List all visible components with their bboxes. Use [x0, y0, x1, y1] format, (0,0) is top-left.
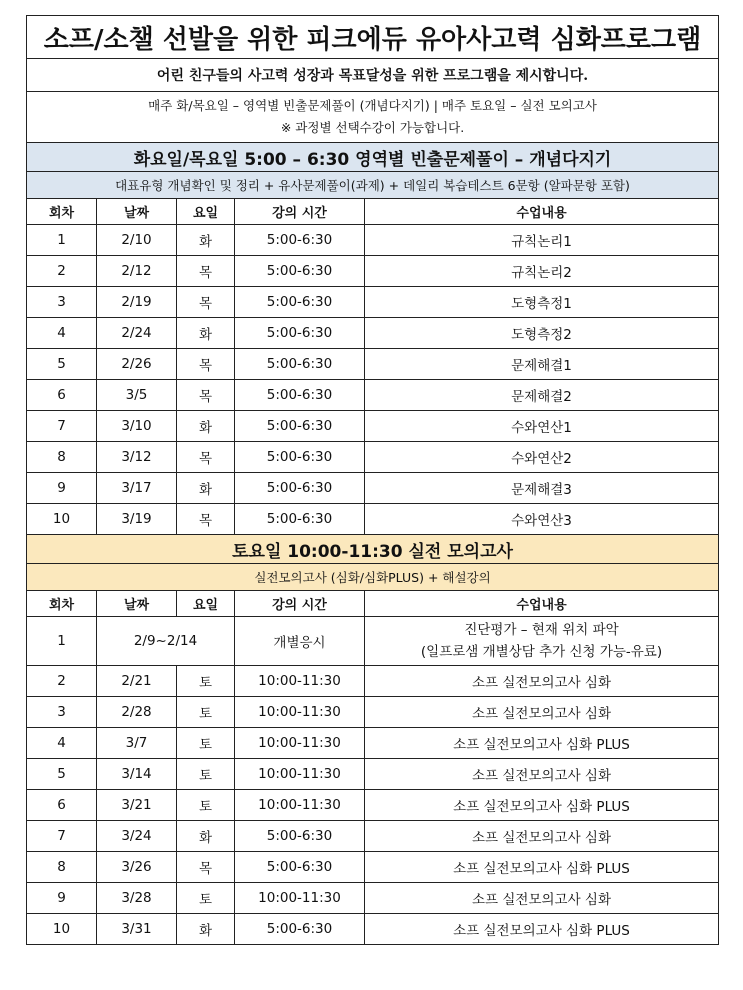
- cell-date: 3/21: [97, 790, 177, 821]
- cell-day: 토: [177, 883, 235, 914]
- section2-header-row: [27, 591, 719, 617]
- cell-time: 5:00-6:30: [235, 442, 365, 473]
- cell-time: 5:00-6:30: [235, 411, 365, 442]
- cell-day: 토: [177, 790, 235, 821]
- cell-content: 소프 실전모의고사 심화 PLUS: [365, 728, 719, 759]
- page-title: 소프/소챌 선발을 위한 피크에듀 유아사고력 심화프로그램: [27, 16, 719, 59]
- cell-round: 9: [27, 883, 97, 914]
- cell-content: 소프 실전모의고사 심화 PLUS: [365, 852, 719, 883]
- cell-round: 7: [27, 821, 97, 852]
- cell-date: 2/21: [97, 666, 177, 697]
- cell-date: 3/10: [97, 411, 177, 442]
- cell-time: 5:00-6:30: [235, 287, 365, 318]
- cell-day: 목: [177, 380, 235, 411]
- cell-date: 3/19: [97, 504, 177, 535]
- cell-round: 4: [27, 318, 97, 349]
- table-row: [27, 225, 719, 256]
- cell-day: 화: [177, 821, 235, 852]
- cell-content: 도형측정2: [365, 318, 719, 349]
- cell-date: 3/24: [97, 821, 177, 852]
- section1-header-row: [27, 199, 719, 225]
- cell-day: 목: [177, 256, 235, 287]
- section2-description: 실전모의고사 (심화/심화PLUS) + 해설강의: [27, 564, 719, 591]
- cell-time: 5:00-6:30: [235, 380, 365, 411]
- cell-time: 5:00-6:30: [235, 914, 365, 945]
- cell-content: 문제해결1: [365, 349, 719, 380]
- table-row: [27, 442, 719, 473]
- cell-time: 5:00-6:30: [235, 225, 365, 256]
- table-row: [27, 318, 719, 349]
- cell-date: 3/17: [97, 473, 177, 504]
- cell-time: 10:00-11:30: [235, 790, 365, 821]
- cell-date: 3/5: [97, 380, 177, 411]
- cell-round: 4: [27, 728, 97, 759]
- cell-content: 소프 실전모의고사 심화: [365, 883, 719, 914]
- table-row: [27, 728, 719, 759]
- cell-day: 토: [177, 759, 235, 790]
- cell-content: 도형측정1: [365, 287, 719, 318]
- table-row: [27, 759, 719, 790]
- cell-round: 7: [27, 411, 97, 442]
- cell-time: 10:00-11:30: [235, 697, 365, 728]
- table-row: [27, 411, 719, 442]
- table-row: [27, 790, 719, 821]
- cell-round: 1: [27, 617, 97, 666]
- cell-content: 소프 실전모의고사 심화: [365, 666, 719, 697]
- section1-title: 화요일/목요일 5:00 – 6:30 영역별 빈출문제풀이 – 개념다지기: [27, 143, 719, 172]
- subtitle: 어린 친구들의 사고력 성장과 목표달성을 위한 프로그램을 제시합니다.: [27, 59, 719, 92]
- cell-round: 3: [27, 287, 97, 318]
- table-row: [27, 883, 719, 914]
- cell-time: 5:00-6:30: [235, 852, 365, 883]
- content-line: 진단평가 – 현재 위치 파악: [464, 622, 619, 638]
- cell-time: 5:00-6:30: [235, 821, 365, 852]
- cell-day: 목: [177, 442, 235, 473]
- cell-time: 10:00-11:30: [235, 759, 365, 790]
- section1-rows: [27, 225, 719, 535]
- cell-content: 소프 실전모의고사 심화: [365, 759, 719, 790]
- cell-content: 문제해결2: [365, 380, 719, 411]
- cell-round: 9: [27, 473, 97, 504]
- content-line: (일프로샘 개별상담 추가 신청 가능-유료): [420, 644, 663, 660]
- cell-time: 5:00-6:30: [235, 256, 365, 287]
- cell-round: 6: [27, 380, 97, 411]
- elective-note: ※ 과정별 선택수강이 가능합니다.: [280, 120, 465, 135]
- header-date: 날짜: [97, 591, 177, 617]
- cell-content: [365, 617, 719, 666]
- cell-day: 화: [177, 914, 235, 945]
- table-row: [27, 617, 719, 666]
- header-date: 날짜: [97, 199, 177, 225]
- cell-time: 5:00-6:30: [235, 318, 365, 349]
- cell-time: 5:00-6:30: [235, 473, 365, 504]
- header-time: 강의 시간: [235, 591, 365, 617]
- cell-day: 토: [177, 697, 235, 728]
- cell-day: 목: [177, 349, 235, 380]
- cell-day: 토: [177, 666, 235, 697]
- cell-round: 1: [27, 225, 97, 256]
- cell-round: 10: [27, 914, 97, 945]
- cell-content: 문제해결3: [365, 473, 719, 504]
- cell-date: 3/12: [97, 442, 177, 473]
- cell-day: 화: [177, 225, 235, 256]
- header-content: 수업내용: [365, 199, 719, 225]
- cell-content: 소프 실전모의고사 심화 PLUS: [365, 914, 719, 945]
- cell-date: 3/26: [97, 852, 177, 883]
- cell-day: 토: [177, 728, 235, 759]
- cell-round: 3: [27, 697, 97, 728]
- cell-content: 소프 실전모의고사 심화: [365, 821, 719, 852]
- cell-time: 10:00-11:30: [235, 728, 365, 759]
- cell-date: 2/12: [97, 256, 177, 287]
- schedule-summary: [27, 92, 719, 143]
- cell-date: 2/9~2/14: [97, 617, 235, 666]
- section1-description: 대표유형 개념확인 및 정리 + 유사문제풀이(과제) + 데일리 복습테스트 6문항 (알파문항 포함): [27, 172, 719, 199]
- cell-round: 5: [27, 759, 97, 790]
- table-row: [27, 287, 719, 318]
- table-row: [27, 914, 719, 945]
- cell-content: 소프 실전모의고사 심화 PLUS: [365, 790, 719, 821]
- cell-round: 8: [27, 442, 97, 473]
- cell-round: 2: [27, 256, 97, 287]
- section2-title: 토요일 10:00-11:30 실전 모의고사: [27, 535, 719, 564]
- cell-date: 2/24: [97, 318, 177, 349]
- program-document: [26, 15, 718, 945]
- cell-time: 개별응시: [235, 617, 365, 666]
- cell-content: 수와연산2: [365, 442, 719, 473]
- cell-round: 8: [27, 852, 97, 883]
- table-row: [27, 821, 719, 852]
- header-round: 회차: [27, 591, 97, 617]
- cell-round: 6: [27, 790, 97, 821]
- cell-day: 화: [177, 318, 235, 349]
- cell-date: 2/28: [97, 697, 177, 728]
- cell-day: 화: [177, 473, 235, 504]
- table-row: [27, 473, 719, 504]
- header-day: 요일: [177, 199, 235, 225]
- cell-date: 2/26: [97, 349, 177, 380]
- table-row: [27, 666, 719, 697]
- section2-rows: [27, 666, 719, 945]
- cell-day: 목: [177, 287, 235, 318]
- cell-round: 2: [27, 666, 97, 697]
- cell-content: 소프 실전모의고사 심화: [365, 697, 719, 728]
- cell-time: 10:00-11:30: [235, 666, 365, 697]
- cell-date: 2/10: [97, 225, 177, 256]
- cell-date: 3/14: [97, 759, 177, 790]
- cell-round: 10: [27, 504, 97, 535]
- cell-time: 10:00-11:30: [235, 883, 365, 914]
- cell-date: 3/28: [97, 883, 177, 914]
- program-table: [26, 15, 719, 945]
- table-row: [27, 256, 719, 287]
- cell-content: 규칙논리1: [365, 225, 719, 256]
- header-round: 회차: [27, 199, 97, 225]
- cell-round: 5: [27, 349, 97, 380]
- cell-content: 규칙논리2: [365, 256, 719, 287]
- table-row: [27, 504, 719, 535]
- header-content: 수업내용: [365, 591, 719, 617]
- table-row: [27, 697, 719, 728]
- cell-day: 목: [177, 504, 235, 535]
- cell-date: 2/19: [97, 287, 177, 318]
- schedule-line: 매주 화/목요일 – 영역별 빈출문제풀이 (개념다지기) | 매주 토요일 – 실전 모의고사: [148, 98, 597, 113]
- table-row: [27, 852, 719, 883]
- cell-content: 수와연산3: [365, 504, 719, 535]
- cell-time: 5:00-6:30: [235, 349, 365, 380]
- table-row: [27, 349, 719, 380]
- cell-date: 3/31: [97, 914, 177, 945]
- cell-date: 3/7: [97, 728, 177, 759]
- header-time: 강의 시간: [235, 199, 365, 225]
- header-day: 요일: [177, 591, 235, 617]
- cell-content: 수와연산1: [365, 411, 719, 442]
- cell-time: 5:00-6:30: [235, 504, 365, 535]
- table-row: [27, 380, 719, 411]
- cell-day: 화: [177, 411, 235, 442]
- cell-day: 목: [177, 852, 235, 883]
